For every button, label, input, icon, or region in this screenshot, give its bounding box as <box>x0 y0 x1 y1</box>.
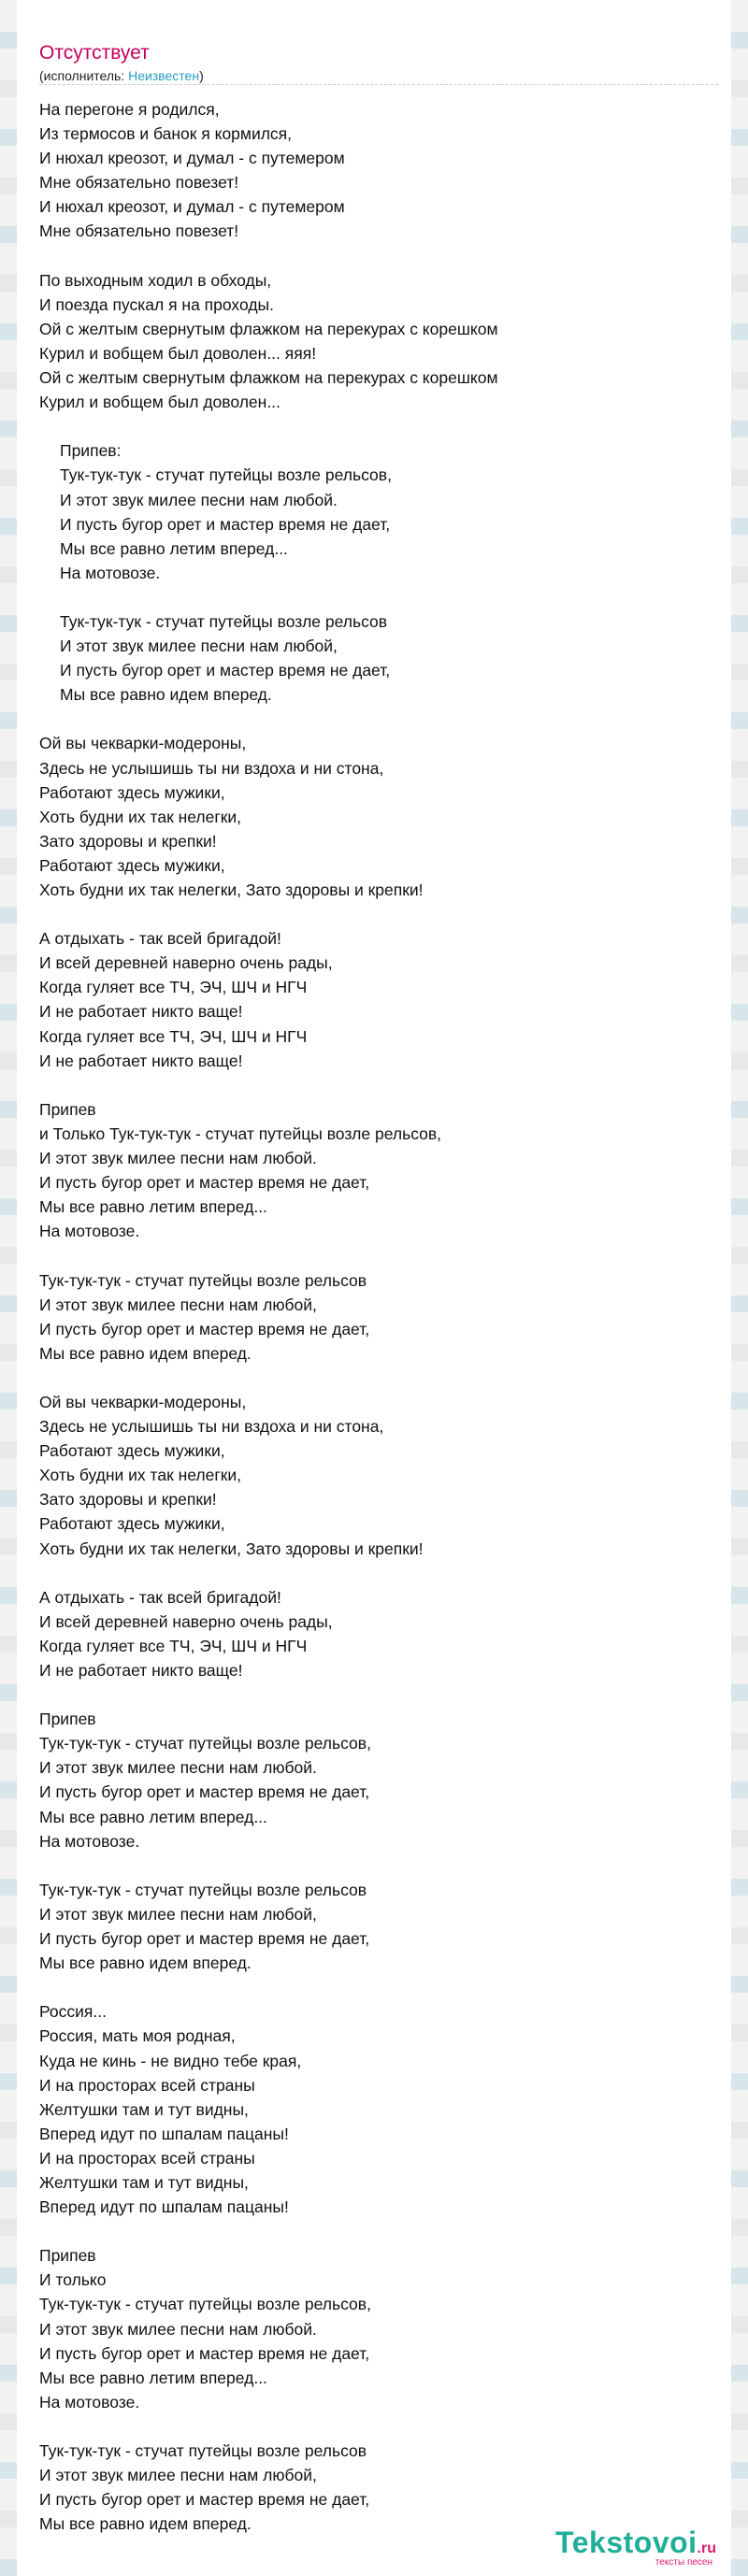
logo-tagline: тексты песен <box>654 2557 712 2568</box>
lyric-line: Здесь не услышишь ты ни вздоха и ни стона, <box>39 758 384 778</box>
lyric-line: Здесь не услышишь ты ни вздоха и ни стона, <box>39 1417 384 1437</box>
lyric-line: Тук-тук-тук - стучат путейцы возле рельсов <box>60 611 388 631</box>
lyric-line: Хоть будни их так нелегки, Зато здоровы и крепки! <box>39 880 424 899</box>
lyric-line: Мы все равно летим вперед... <box>39 2368 267 2387</box>
lyric-line: Работают здесь мужики, <box>39 782 225 802</box>
site-logo[interactable] <box>555 2527 716 2568</box>
lyric-line: Тук-тук-тук - стучат путейцы возле рельсов <box>39 1270 367 1290</box>
lyric-blank-line <box>39 902 722 926</box>
lyric-blank-line <box>39 1975 722 1999</box>
lyric-line: Мы все равно летим вперед... <box>39 1197 267 1217</box>
lyric-line: Мы все равно идем вперед. <box>60 685 272 705</box>
lyric-line: Мне обязательно повезет! <box>39 222 239 241</box>
lyric-line: И пусть бугор орет и мастер время не дает, <box>39 1173 370 1193</box>
lyric-line: Когда гуляет все ТЧ, ЭЧ, ШЧ и НГЧ <box>39 978 308 997</box>
lyric-line: Тук-тук-тук - стучат путейцы возле рельсов, <box>39 1734 371 1753</box>
lyric-line: И не работает никто ваще! <box>39 1661 243 1680</box>
lyric-line: На мотовозе. <box>39 1831 140 1851</box>
lyric-line: А отдыхать - так всей бригадой! <box>39 929 281 949</box>
lyric-line: Вперед идут по шпалам пацаны! <box>39 2124 289 2143</box>
lyric-line: Припев: <box>60 441 122 461</box>
lyric-line: И всей деревней наверно очень рады, <box>39 1611 333 1631</box>
lyric-line: И этот звук милее песни нам любой, <box>39 1904 317 1924</box>
lyric-line: Работают здесь мужики, <box>39 1514 225 1534</box>
lyric-line: Хоть будни их так нелегки, Зато здоровы и крепки! <box>39 1538 424 1558</box>
lyric-line: По выходным ходил в обходы, <box>39 270 272 290</box>
lyric-line: Работают здесь мужики, <box>39 855 225 875</box>
lyric-line: Желтушки там и тут видны, <box>39 2172 249 2192</box>
lyric-blank-line <box>39 1853 722 1878</box>
lyric-line: И пусть бугор орет и мастер время не дает, <box>39 2343 370 2363</box>
lyric-line: Куда не кинь - не видно тебе края, <box>39 2051 302 2070</box>
lyric-line: Мы все равно летим вперед... <box>39 1807 267 1826</box>
lyric-line: Из термосов и банок я кормился, <box>39 124 293 144</box>
lyric-line: На мотовозе. <box>39 2392 140 2411</box>
lyric-line: И поезда пускал я на проходы. <box>39 294 274 314</box>
lyric-line: Россия, мать моя родная, <box>39 2026 236 2046</box>
logo-domain: .ru <box>697 2540 716 2556</box>
lyric-line: Припев <box>39 1099 96 1119</box>
lyric-line: И пусть бугор орет и мастер время не дает, <box>39 1319 370 1338</box>
artist-prefix: (исполнитель: <box>39 68 129 83</box>
lyric-line: И пусть бугор орет и мастер время не дает, <box>39 2490 370 2510</box>
lyric-line: Ой вы чекварки-модероны, <box>39 1392 247 1411</box>
lyric-blank-line <box>39 1243 722 1267</box>
lyric-line: И этот звук милее песни нам любой. <box>39 1149 317 1168</box>
lyric-blank-line <box>39 244 722 268</box>
lyric-line: И этот звук милее песни нам любой. <box>60 490 338 509</box>
lyric-blank-line <box>39 2414 722 2439</box>
lyric-blank-line <box>39 707 722 731</box>
lyric-blank-line <box>39 2219 722 2243</box>
lyric-blank-line <box>39 1561 722 1585</box>
lyric-line: На перегоне я родился, <box>39 100 220 119</box>
lyric-line: Мы все равно идем вперед. <box>39 1953 252 1973</box>
lyric-line: Когда гуляет все ТЧ, ЭЧ, ШЧ и НГЧ <box>39 1026 308 1046</box>
lyric-line: Мы все равно идем вперед. <box>39 1343 252 1363</box>
lyric-blank-line <box>39 585 722 609</box>
lyric-line: Мы все равно идем вперед. <box>39 2514 252 2534</box>
lyric-line: И этот звук милее песни нам любой, <box>39 2466 317 2485</box>
artist-link[interactable]: Неизвестен <box>128 68 200 83</box>
lyric-line: Зато здоровы и крепки! <box>39 1490 217 1510</box>
lyric-line: И этот звук милее песни нам любой, <box>60 637 338 656</box>
lyric-line: Припев <box>39 1710 96 1729</box>
lyric-line: И пусть бугор орет и мастер время не дает, <box>60 661 391 680</box>
lyric-line: Россия... <box>39 2002 107 2022</box>
left-decorative-stripe <box>0 0 17 2576</box>
lyric-line: И на просторах всей страны <box>39 2148 255 2168</box>
lyric-blank-line <box>39 414 722 438</box>
lyric-line: И этот звук милее песни нам любой. <box>39 2319 317 2339</box>
lyric-line: И не работает никто ваще! <box>39 1051 243 1070</box>
lyric-line: Ой вы чекварки-модероны, <box>39 734 247 753</box>
lyric-line: И этот звук милее песни нам любой. <box>39 1758 317 1778</box>
lyric-line: Тук-тук-тук - стучат путейцы возле рельсов, <box>39 2295 371 2314</box>
artist-suffix: ) <box>199 68 204 83</box>
lyric-line: И пусть бугор орет и мастер время не дает, <box>39 1782 370 1802</box>
lyric-line: Курил и вобщем был доволен... <box>39 393 280 412</box>
lyric-line: И пусть бугор орет и мастер время не дает, <box>39 1929 370 1949</box>
lyric-line: Желтушки там и тут видны, <box>39 2099 249 2119</box>
lyric-line: Когда гуляет все ТЧ, ЭЧ, ШЧ и НГЧ <box>39 1636 308 1655</box>
lyric-line: На мотовозе. <box>60 563 161 582</box>
lyric-blank-line <box>39 1366 722 1390</box>
artist-line <box>39 67 204 84</box>
lyric-line: Курил и вобщем был доволен... яяя! <box>39 343 317 363</box>
lyrics-text <box>39 97 722 2536</box>
lyric-line: И только <box>39 2270 107 2290</box>
lyric-line: На мотовозе. <box>39 1222 140 1241</box>
lyric-line: И нюхал креозот, и думал - с путемером <box>39 197 345 217</box>
lyric-line: Ой с желтым свернутым флажком на перекурах с корешком <box>39 319 498 338</box>
lyric-blank-line <box>39 1073 722 1097</box>
lyric-line: И на просторах всей страны <box>39 2075 255 2095</box>
lyric-line: Зато здоровы и крепки! <box>39 831 217 851</box>
lyrics-page <box>24 0 724 2576</box>
lyric-line: Тук-тук-тук - стучат путейцы возле рельсов, <box>60 465 392 485</box>
lyric-line: Припев <box>39 2246 96 2266</box>
right-decorative-stripe <box>731 0 748 2576</box>
lyric-blank-line <box>39 1682 722 1707</box>
song-title: Отсутствует <box>39 42 150 64</box>
lyric-line: Вперед идут по шпалам пацаны! <box>39 2197 289 2217</box>
lyric-line: И не работает никто ваще! <box>39 1002 243 1022</box>
lyric-line: Мы все равно летим вперед... <box>60 538 288 558</box>
lyric-line: Тук-тук-тук - стучат путейцы возле рельсов <box>39 1880 367 1899</box>
lyric-line: И всей деревней наверно очень рады, <box>39 953 333 973</box>
lyric-line: и Только Тук-тук-тук - стучат путейцы возле рельсов, <box>39 1123 442 1143</box>
lyric-line: Тук-тук-тук - стучат путейцы возле рельсов <box>39 2441 367 2460</box>
lyric-line: И нюхал креозот, и думал - с путемером <box>39 149 345 168</box>
lyric-line: И пусть бугор орет и мастер время не дает, <box>60 514 391 534</box>
lyric-line: Работают здесь мужики, <box>39 1441 225 1461</box>
title-divider <box>39 84 718 85</box>
lyric-line: Мне обязательно повезет! <box>39 173 239 193</box>
lyric-line: Ой с желтым свернутым флажком на перекурах с корешком <box>39 368 498 388</box>
logo-wordmark: Tekstovoi <box>555 2526 698 2559</box>
lyric-line: Хоть будни их так нелегки, <box>39 1466 242 1485</box>
lyric-line: И этот звук милее песни нам любой, <box>39 1295 317 1314</box>
lyric-line: А отдыхать - так всей бригадой! <box>39 1587 281 1607</box>
lyric-line: Хоть будни их так нелегки, <box>39 807 242 826</box>
